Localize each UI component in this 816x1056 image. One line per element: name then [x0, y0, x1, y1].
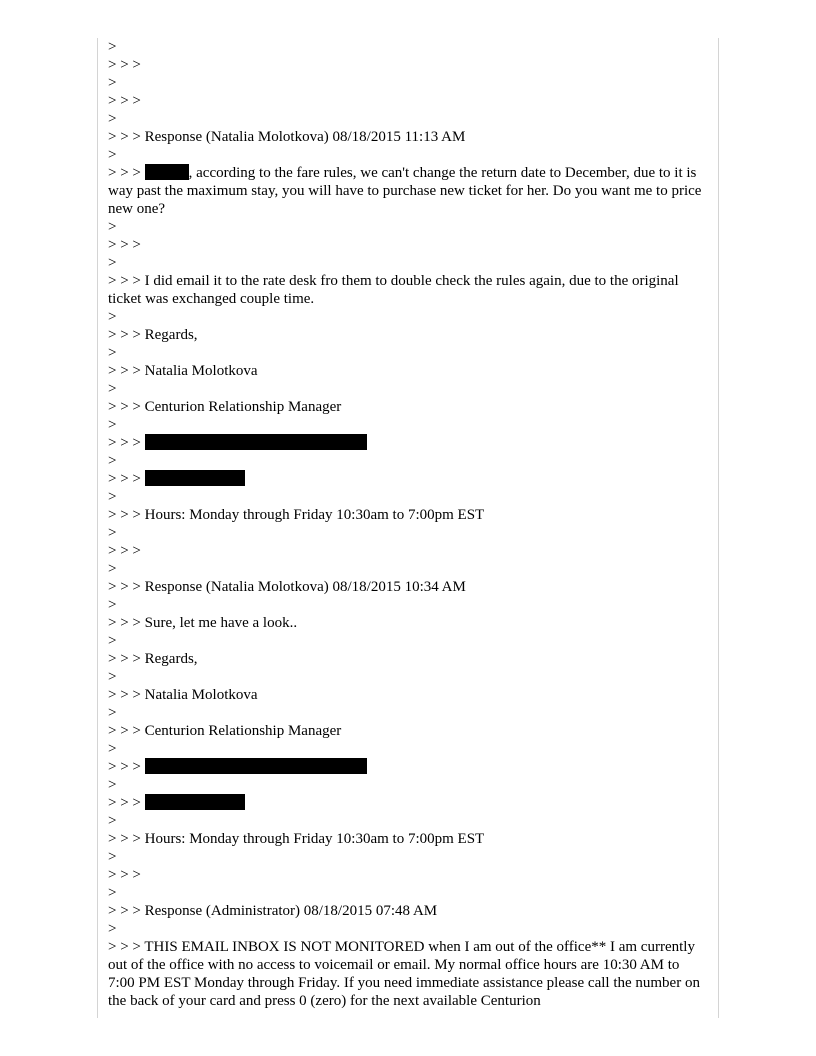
email-line: >	[108, 741, 117, 757]
quote-prefix: > > >	[108, 759, 145, 775]
email-line: > > > Natalia Molotkova	[108, 363, 258, 379]
email-line: >	[108, 111, 117, 127]
email-line: > > >	[108, 543, 141, 559]
email-line: >	[108, 885, 117, 901]
email-line: > > > Hours: Monday through Friday 10:30am to 7:00pm EST	[108, 507, 485, 523]
quote-prefix: > > >	[108, 795, 145, 811]
line-text: , according to the fare rules, we can't change the return date to December, due to it is way past the maximum stay, you will have to purchase new ticket for her. Do you want me to price new one?	[108, 165, 706, 217]
email-line: >	[108, 39, 117, 55]
email-line: > > > Natalia Molotkova	[108, 687, 258, 703]
email-line: >	[108, 597, 117, 613]
email-line: >	[108, 705, 117, 721]
email-thread-body	[108, 38, 708, 1010]
redaction-block	[145, 434, 367, 450]
email-line: > > >	[108, 867, 141, 883]
email-line: >	[108, 417, 117, 433]
email-line: > > > Regards,	[108, 327, 198, 343]
redaction-block	[145, 470, 245, 486]
redaction-block	[145, 758, 367, 774]
email-line: > > >	[108, 57, 141, 73]
redaction-block	[145, 164, 189, 180]
redaction-block	[145, 794, 245, 810]
email-line: > > > Response (Administrator) 08/18/2015 07:48 AM	[108, 903, 438, 919]
quote-prefix: > > >	[108, 471, 145, 487]
quote-prefix: > > >	[108, 165, 145, 181]
email-line	[108, 758, 708, 776]
email-line: >	[108, 561, 117, 577]
email-line: > > > Hours: Monday through Friday 10:30am to 7:00pm EST	[108, 831, 485, 847]
email-line: > > > Sure, let me have a look..	[108, 615, 298, 631]
email-line: >	[108, 219, 117, 235]
email-line: >	[108, 669, 117, 685]
email-line	[108, 434, 708, 452]
email-line: > > >	[108, 93, 141, 109]
email-line: >	[108, 849, 117, 865]
email-line: > > > Centurion Relationship Manager	[108, 399, 342, 415]
email-line: >	[108, 453, 117, 469]
email-line: > > > Regards,	[108, 651, 198, 667]
email-line: > > > Centurion Relationship Manager	[108, 723, 342, 739]
email-line: > > > Response (Natalia Molotkova) 08/18/2015 10:34 AM	[108, 579, 466, 595]
email-line: >	[108, 813, 117, 829]
email-line: >	[108, 489, 117, 505]
email-line: >	[108, 309, 117, 325]
email-line: >	[108, 777, 117, 793]
email-line: > > > THIS EMAIL INBOX IS NOT MONITORED when I am out of the office** I am currently out of the office with no access to voicemail or email. My normal office hours are 10:30 AM to 7:00 PM EST Monday through Friday. If you need immediate assistance please call the number on the back of your card and press 0 (zero) for the next available Centurion	[108, 939, 704, 1009]
email-line	[108, 470, 708, 488]
email-line: > > > Response (Natalia Molotkova) 08/18/2015 11:13 AM	[108, 129, 466, 145]
email-line: > > > I did email it to the rate desk fro them to double check the rules again, due to the original ticket was exchanged couple time.	[108, 273, 683, 307]
email-line: >	[108, 147, 117, 163]
email-line: >	[108, 921, 117, 937]
email-line: >	[108, 525, 117, 541]
email-line: >	[108, 75, 117, 91]
email-line: >	[108, 381, 117, 397]
quote-prefix: > > >	[108, 435, 145, 451]
email-line: > > >	[108, 237, 141, 253]
email-line: >	[108, 633, 117, 649]
email-line: >	[108, 345, 117, 361]
email-line	[108, 164, 708, 218]
email-line	[108, 794, 708, 812]
email-line: >	[108, 255, 117, 271]
